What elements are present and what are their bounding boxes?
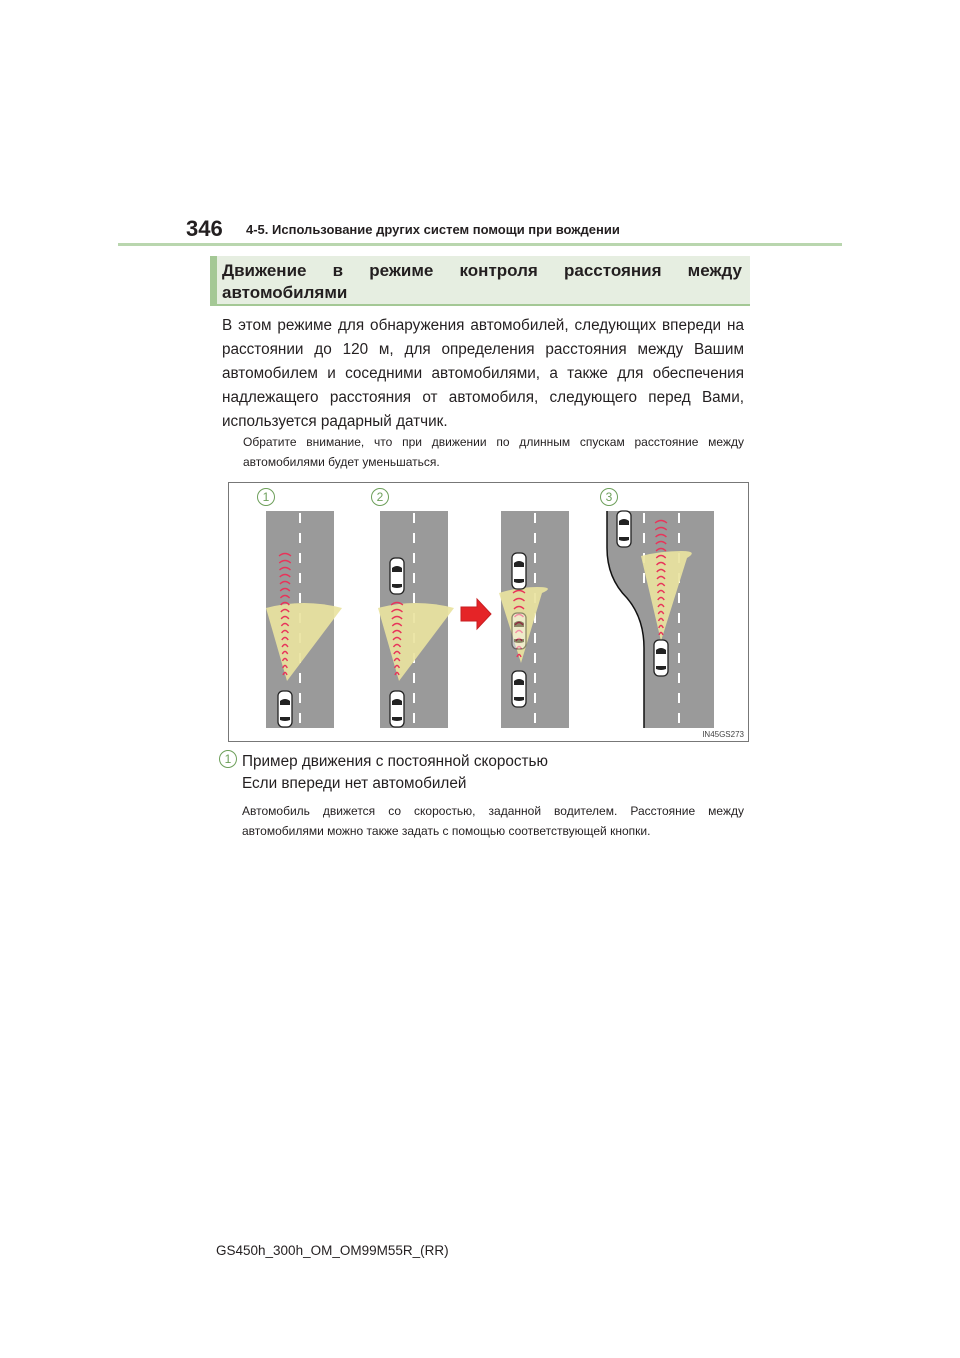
note-paragraph: Обратите внимание, что при движении по длинным спускам расстояние между автомобилями будет уменьшаться. bbox=[243, 435, 744, 469]
own-car-3 bbox=[654, 640, 668, 676]
caption-title: Пример движения с постоянной скоростью bbox=[242, 753, 548, 770]
own-car-2 bbox=[390, 691, 404, 727]
figure-label-3: 3 bbox=[600, 488, 618, 506]
own-car-2b bbox=[512, 613, 526, 649]
front-car-2 bbox=[390, 558, 404, 594]
figure-code: IN45GS273 bbox=[702, 730, 744, 739]
own-car-2b-final bbox=[512, 671, 526, 707]
caption-note: Автомобиль движется со скоростью, заданной водителем. Расстояние между автомобилями можно также задать с помощью соответствующей кнопки. bbox=[242, 804, 744, 838]
radar-illustration bbox=[228, 482, 749, 742]
merging-car-3 bbox=[617, 511, 631, 547]
front-car-2b bbox=[512, 553, 526, 589]
chapter-title: 4-5. Использование других систем помощи при вождении bbox=[246, 222, 620, 237]
section-title: Движение в режиме контроля расстояния между автомобилями bbox=[222, 261, 742, 302]
header-rule bbox=[118, 243, 842, 246]
caption-subtitle: Если впереди нет автомобилей bbox=[242, 775, 467, 792]
own-car-1 bbox=[278, 691, 292, 727]
figure-label-1: 1 bbox=[257, 488, 275, 506]
manual-id: GS450h_300h_OM_OM99M55R_(RR) bbox=[216, 1243, 449, 1258]
page-number: 346 bbox=[186, 216, 223, 241]
caption-number-badge: 1 bbox=[219, 750, 237, 768]
transition-arrow-icon bbox=[461, 599, 491, 629]
illustration-drawing bbox=[229, 483, 748, 741]
figure-label-2: 2 bbox=[371, 488, 389, 506]
intro-paragraph: В этом режиме для обнаружения автомобилей, следующих впереди на расстоянии до 120 м, для определения расстояния между Вашим автомобилем и соседними автомобилями, а также для обеспечения надлежащего расстояния от автомобиля, следующего перед Вами, используется радарный датчик. bbox=[222, 317, 744, 430]
